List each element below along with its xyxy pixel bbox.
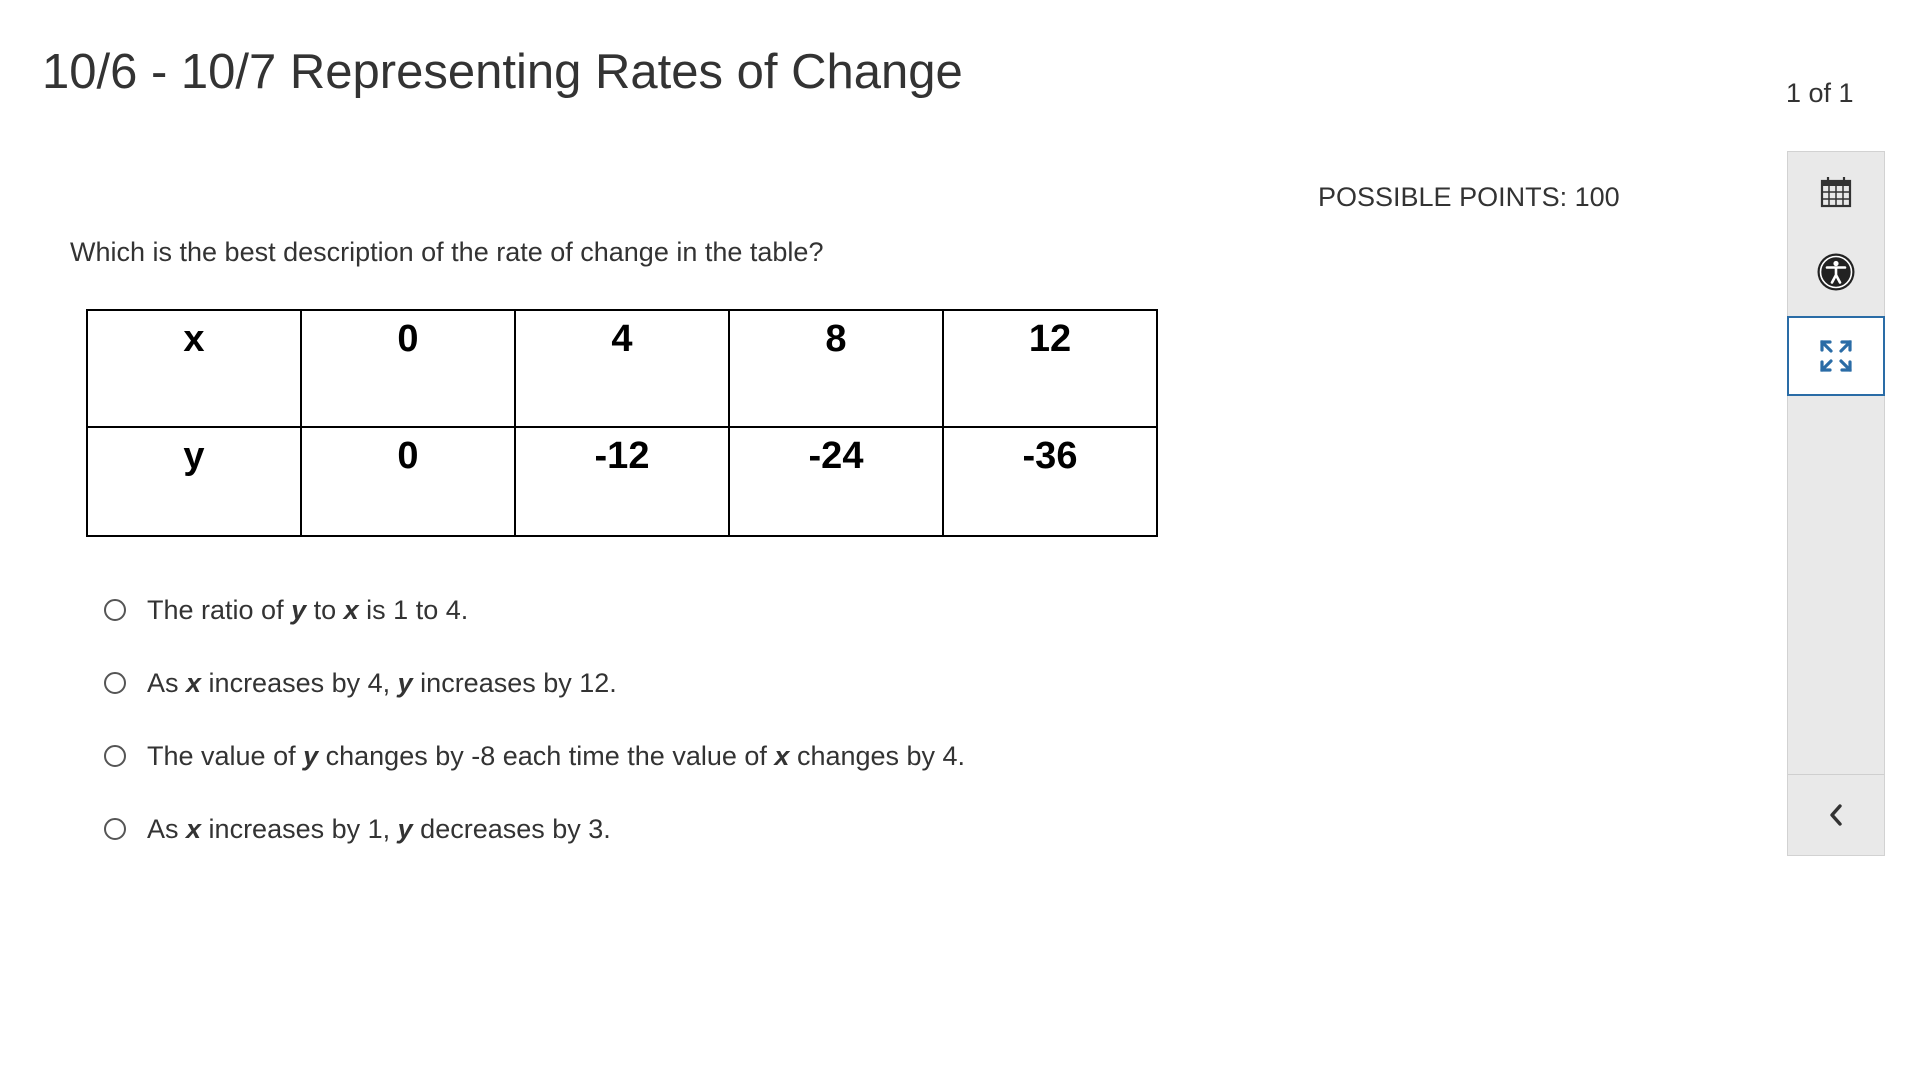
page-counter: 1 of 1	[1786, 78, 1854, 108]
accessibility-button[interactable]	[1788, 232, 1884, 312]
question-prompt: Which is the best description of the rate of change in the table?	[70, 237, 824, 267]
answer-option-1[interactable]	[104, 590, 965, 630]
radio-button[interactable]	[104, 599, 126, 621]
accessibility-icon	[1816, 252, 1856, 292]
answer-option-text: The value of y changes by -8 each time the value of x changes by 4.	[147, 741, 966, 771]
answer-option-4[interactable]	[104, 809, 965, 849]
table-cell: -36	[943, 427, 1157, 536]
collapse-toolbar-button[interactable]	[1788, 775, 1884, 855]
calendar-button[interactable]	[1788, 152, 1884, 232]
answer-option-text: The ratio of y to x is 1 to 4.	[147, 595, 469, 625]
table-row-x	[87, 310, 1157, 427]
calendar-icon	[1819, 175, 1853, 209]
table-cell: 8	[729, 310, 943, 427]
expand-icon	[1818, 338, 1854, 374]
page-title: 10/6 - 10/7 Representing Rates of Change	[42, 45, 963, 99]
rate-of-change-table	[86, 309, 1158, 537]
possible-points: POSSIBLE POINTS: 100	[1318, 182, 1620, 212]
table-row-y	[87, 427, 1157, 536]
radio-button[interactable]	[104, 672, 126, 694]
radio-button[interactable]	[104, 745, 126, 767]
answer-option-text: As x increases by 4, y increases by 12.	[147, 668, 617, 698]
table-cell: 0	[301, 427, 515, 536]
tools-sidebar	[1787, 151, 1885, 856]
answer-option-text: As x increases by 1, y decreases by 3.	[147, 814, 611, 844]
table-cell: 4	[515, 310, 729, 427]
answer-options	[104, 590, 965, 882]
chevron-left-icon	[1825, 802, 1847, 828]
table-cell: -12	[515, 427, 729, 536]
table-cell: 0	[301, 310, 515, 427]
radio-button[interactable]	[104, 818, 126, 840]
answer-option-3[interactable]	[104, 736, 965, 776]
table-cell: x	[87, 310, 301, 427]
table-cell: 12	[943, 310, 1157, 427]
table-cell: -24	[729, 427, 943, 536]
table-cell: y	[87, 427, 301, 536]
expand-button[interactable]	[1787, 316, 1885, 396]
answer-option-2[interactable]	[104, 663, 965, 703]
